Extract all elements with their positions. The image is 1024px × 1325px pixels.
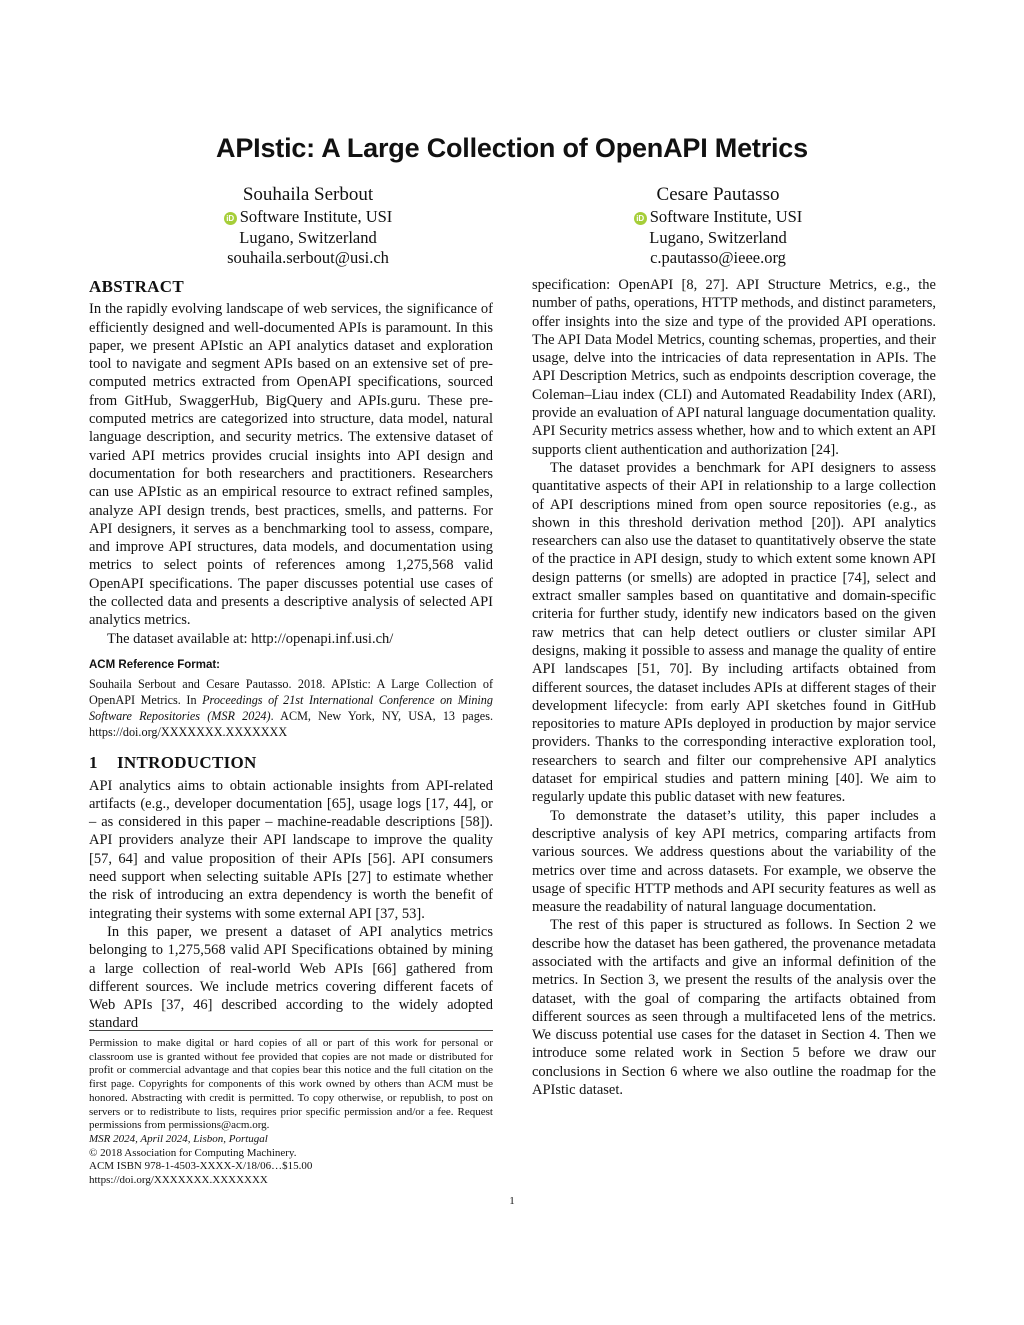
abstract-paragraph: In the rapidly evolving landscape of web services, the significance of efficiently designed and well-documented APIs is paramount. In this paper, we present APIstic an API analytics dataset and exploration tool to navigate and segment APIs based on an extensive set of pre-computed metrics extracted from OpenAPI specifications, sourced from GitHub, SwaggerHub, BigQuery and APIs.guru. These pre-computed metrics are categorized into structure, data model, natural language description, and security metrics. The extensive dataset of varied API metrics provides crucial insights into API design and documentation for both researchers and practitioners. Researchers can use APIstic as an empirical resource to extract refined samples, analyze API design trends, best practices, smells, and patterns. For API designers, it serves as a benchmarking tool to assess, compare, and improve API structures, data models, and documentation using metrics to select points of references among 1,275,568 valid OpenAPI specifications. The paper discusses potential use cases of the collected data and presents a descriptive analysis of selected API analytics metrics. (89, 301, 493, 629)
copyright-footnote (89, 1030, 493, 1188)
doi-line[interactable]: https://doi.org/XXXXXXX.XXXXXXX (89, 1174, 268, 1187)
author-block-2 (588, 183, 848, 269)
venue-line: MSR 2024, April 2024, Lisbon, Portugal (89, 1132, 268, 1145)
author-name: Souhaila Serbout (242, 184, 374, 205)
paper-title: APIstic: A Large Collection of OpenAPI Metrics (216, 133, 808, 163)
author-location: Lugano, Switzerland (239, 227, 377, 247)
author-location: Lugano, Switzerland (649, 227, 787, 247)
author-affiliation: iD Software Institute, USI (178, 207, 438, 228)
structure-paragraph: The rest of this paper is structured as follows. In Section 2 we describe how the dataset has been gathered, the provenance metadata associated with the artifacts and give an informal definition of the metrics. In Section 3, we present the results of the analysis over the dataset, with the goal of comparing the artifacts obtained from different sources as seen through a multifaceted lens of the metrics. We discuss potential use cases for the dataset in Section 4. Then we introduce some related work in Section 5 before we draw our conclusions in Section 6 where we also outline the roadmap for the APIstic dataset. (532, 917, 936, 1099)
orcid-icon[interactable]: iD (634, 212, 647, 225)
copyright-line: © 2018 Association for Computing Machinery. (89, 1146, 297, 1159)
page-number: 1 (509, 1195, 515, 1207)
orcid-icon[interactable]: iD (224, 212, 237, 225)
right-column (532, 276, 936, 1099)
acm-reference-text: Souhaila Serbout and Cesare Pautasso. 2018. APIstic: A Large Collection of OpenAPI Metrics. In Proceedings of 21st International Conference on Mining Software Repositories (MSR 2024). ACM, New York, NY, USA, 13 pages. https://doi.org/XXXXXXX.XXXXXXX (89, 677, 494, 740)
abstract-heading: ABSTRACT (89, 277, 184, 296)
utility-paragraph: To demonstrate the dataset’s utility, this paper includes a descriptive analysis of key API metrics, comparing artifacts from various sources. We address questions about the variability of the metrics over time and across datasets. For example, we observe the usage of specific HTTP methods and API security features as well as measure the readability of natural language documentation. (532, 807, 936, 916)
section-heading-introduction: 1 INTRODUCTION (89, 753, 257, 773)
metrics-paragraph: specification: OpenAPI [8, 27]. API Structure Metrics, e.g., the number of paths, operations, HTTP methods, and distinct parameters, offer insights into the size and type of the provided API operations. The API Data Model Metrics, counting schemas, properties, and their usage, delve into the intricacies of data representation in APIs. The API Description Metrics, such as endpoints description coverage, the Coleman–Liau index (CLI) and Automated Readability Index (ARI), provide an evaluation of API natural language documentation quality. API Security metrics assess whether, how and to which extent an API supports client authentication and authorization [24]. (532, 277, 936, 458)
intro-paragraph-2: In this paper, we present a dataset of API analytics metrics belonging to 1,275,568 valid API Specifications obtained by mining a large collection of real-world Web APIs [66] gathered from different sources. We include metrics covering different facets of Web APIs [37, 46] described according to the widely adopted standard (89, 923, 493, 1032)
acm-reference-heading: ACM Reference Format: (89, 658, 220, 671)
permission-notice: Permission to make digital or hard copies of all or part of this work for personal or classroom use is granted without fee provided that copies are not made or distributed for profit or commercial advantage and that copies bear this notice and the full citation on the first page. Copyrights for components of this work owned by others than ACM must be honored. Abstracting with credit is permitted. To copy otherwise, or republish, to post on servers or to redistribute to lists, requires prior specific permission and/or a fee. Request permissions from permissions@acm.org. (89, 1037, 493, 1132)
author-name: Cesare Pautasso (656, 184, 780, 205)
author-email[interactable]: souhaila.serbout@usi.ch (227, 248, 389, 267)
author-affiliation: iD Software Institute, USI (588, 207, 848, 228)
dataset-link-paragraph: The dataset available at: http://openapi.inf.usi.ch/ (107, 630, 394, 647)
intro-paragraph-1: API analytics aims to obtain actionable insights from API-related artifacts (e.g., developer documentation [65], usage logs [17, 44], or – as considered in this paper – machine-readable descriptions [58]). API providers analyze their API landscape to improve the quality [57, 64] and value proposition of their APIs [56]. API consumers need support when selecting suitable APIs [27] to estimate whether the risk of introducing an extra dependency is worth the benefit of integrating their systems with some external API [37, 53]. (89, 777, 493, 922)
author-block-1 (178, 183, 438, 269)
benchmark-paragraph: The dataset provides a benchmark for API designers to assess quantitative aspects of their API in relationship to a large collection of API descriptions mined from open source repositories (e.g., as shown in this threshold derivation method [20]). API analytics researchers can also use the dataset to quantitatively observe the state of the practice in API design, study to which extent some known API design patterns (or smells) are adopted in practice [74], select and extract smaller samples based on quantitative and domain-specific criteria for further study, identify new indicators based on the given raw metrics that can help detect outliers or cluster similar API designs, making it possible to assess and manage the quality of entire API landscapes [51, 70]. By including artifacts obtained from different sources, the dataset includes APIs at different stages of their development lifecycle: from early API sketches found in GitHub repositories to mature APIs deployed in production by major service providers. Thanks to the corresponding interactive exploration tool, researchers to search and filter our comprehensive API analytics dataset for empirical studies and pattern mining [40]. We aim to regularly update this public dataset with new features. (532, 459, 936, 806)
left-column (89, 278, 493, 1033)
author-email[interactable]: c.pautasso@ieee.org (650, 248, 786, 267)
isbn-line: ACM ISBN 978-1-4503-XXXX-X/18/06…$15.00 (89, 1160, 313, 1173)
